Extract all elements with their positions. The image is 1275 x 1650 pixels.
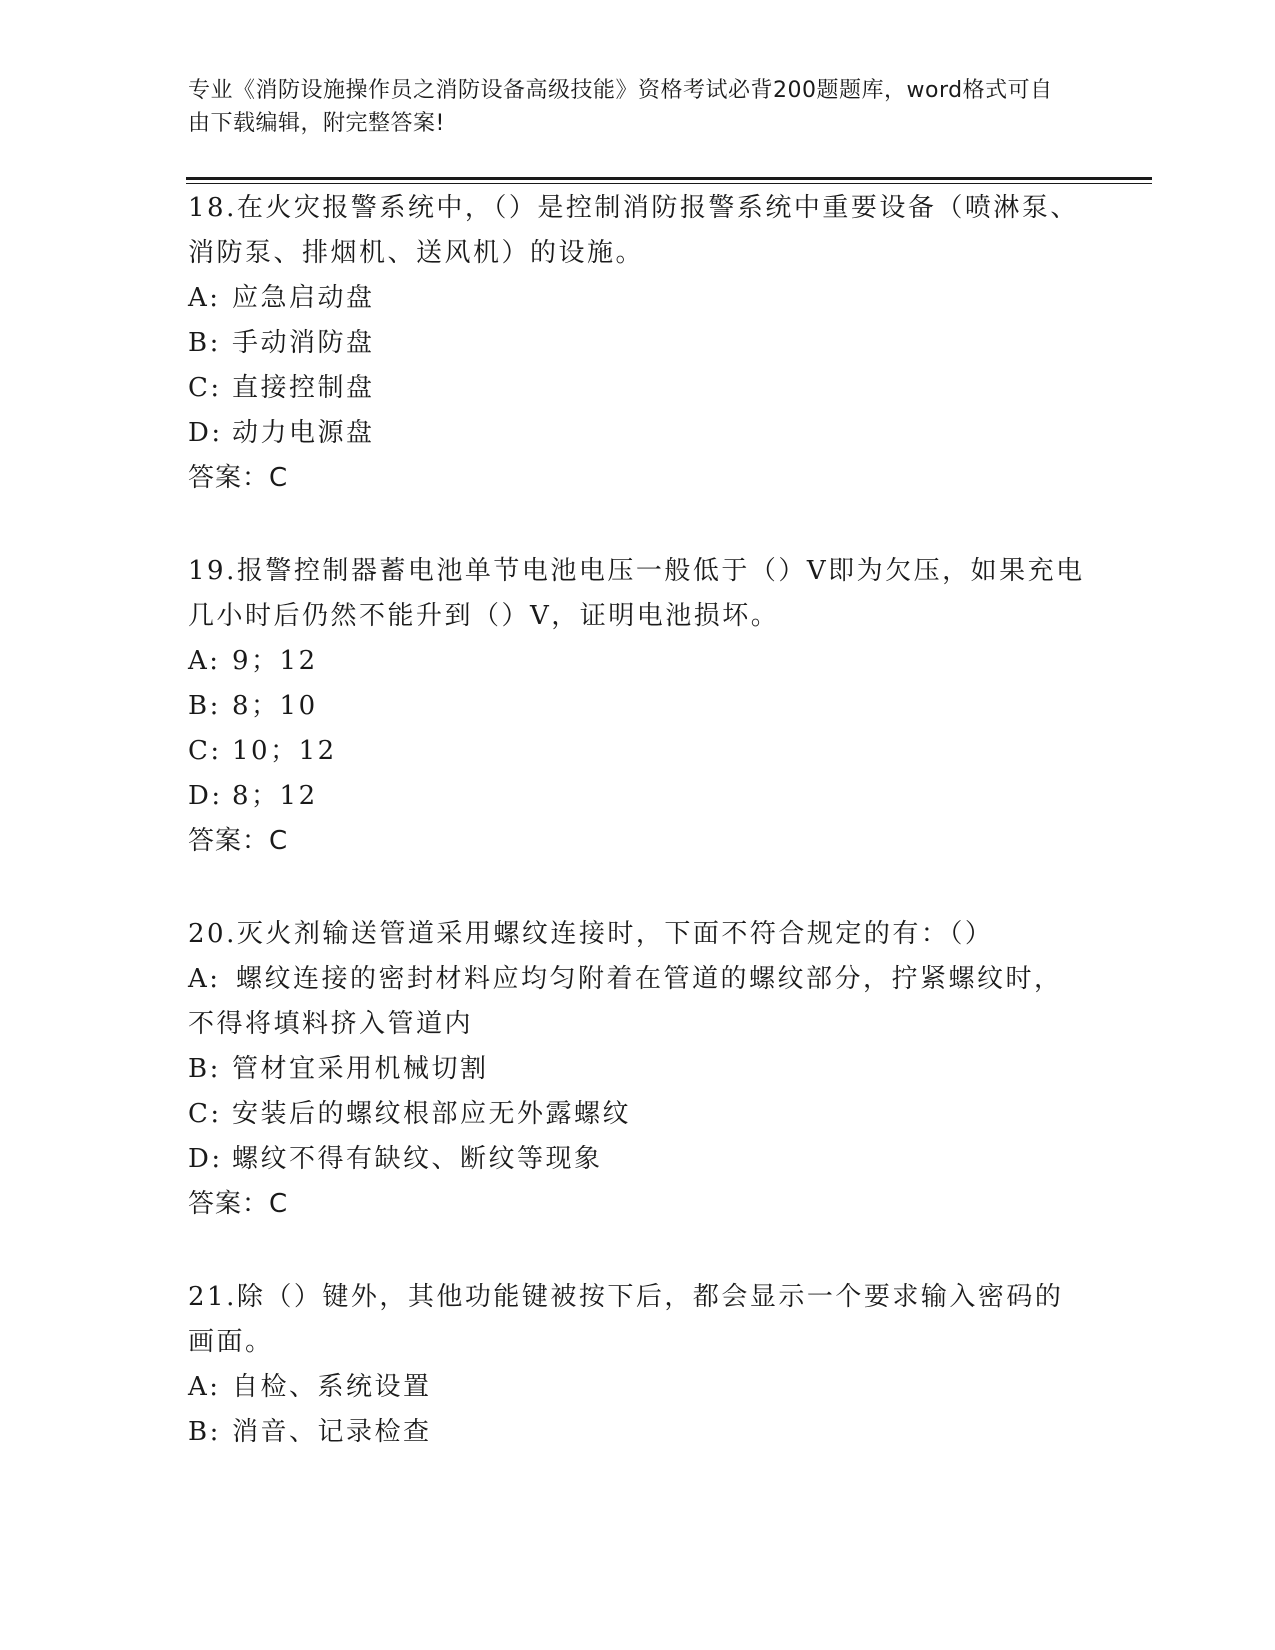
question-21 xyxy=(188,1275,1088,1455)
option-b xyxy=(188,684,1088,729)
option-text: 螺纹连接的密封材料应均匀附着在管道的螺纹部分，拧紧螺纹时，不得将填料挤入管道内 xyxy=(188,964,1063,1039)
option-letter: B: xyxy=(188,1417,221,1447)
option-letter: D: xyxy=(188,418,223,448)
question-20 xyxy=(188,912,1088,1227)
question-list xyxy=(188,186,1088,1503)
option-text: 动力电源盘 xyxy=(232,418,375,448)
question-stem: 18.在火灾报警系统中，（）是控制消防报警系统中重要设备（喷淋泵、消防泵、排烟机、送风机）的设施。 xyxy=(188,193,1079,268)
question-19 xyxy=(188,549,1088,864)
option-a xyxy=(188,1365,1088,1410)
option-letter: A: xyxy=(188,1372,221,1402)
option-b xyxy=(188,321,1088,366)
question-stem: 19.报警控制器蓄电池单节电池电压一般低于（）V即为欠压，如果充电几小时后仍然不能升到（）V，证明电池损坏。 xyxy=(188,556,1085,631)
document-header: 专业《消防设施操作员之消防设备高级技能》资格考试必背200题题库，word格式可自由下载编辑，附完整答案! xyxy=(188,78,1053,136)
option-letter: C: xyxy=(188,1099,222,1129)
option-text: 消音、记录检查 xyxy=(232,1417,432,1447)
option-c xyxy=(188,729,1088,774)
option-b xyxy=(188,1047,1088,1092)
option-text: 安装后的螺纹根部应无外露螺纹 xyxy=(232,1099,632,1129)
option-letter: A: xyxy=(188,964,221,994)
question-stem: 21.除（）键外，其他功能键被按下后，都会显示一个要求输入密码的画面。 xyxy=(188,1282,1064,1357)
option-d xyxy=(188,774,1088,819)
header-rule-thin xyxy=(186,183,1152,184)
option-c xyxy=(188,366,1088,411)
question-18 xyxy=(188,186,1088,501)
option-text: 10；12 xyxy=(232,736,337,766)
option-letter: A: xyxy=(188,646,221,676)
option-text: 螺纹不得有缺纹、断纹等现象 xyxy=(232,1144,603,1174)
option-text: 应急启动盘 xyxy=(232,283,375,313)
option-letter: C: xyxy=(188,736,222,766)
option-d xyxy=(188,411,1088,456)
option-text: 8；12 xyxy=(232,781,318,811)
option-letter: B: xyxy=(188,328,221,358)
option-letter: B: xyxy=(188,691,221,721)
answer-line: 答案：C xyxy=(188,463,289,493)
answer-line: 答案：C xyxy=(188,826,289,856)
option-a xyxy=(188,639,1088,684)
option-text: 直接控制盘 xyxy=(232,373,375,403)
option-a xyxy=(188,957,1088,1047)
option-text: 自检、系统设置 xyxy=(232,1372,432,1402)
option-letter: D: xyxy=(188,781,223,811)
option-letter: B: xyxy=(188,1054,221,1084)
option-b xyxy=(188,1410,1088,1455)
option-letter: A: xyxy=(188,283,221,313)
question-stem: 20.灭火剂输送管道采用螺纹连接时，下面不符合规定的有：（） xyxy=(188,919,994,949)
answer-line: 答案：C xyxy=(188,1189,289,1219)
option-d xyxy=(188,1137,1088,1182)
option-letter: C: xyxy=(188,373,222,403)
option-letter: D: xyxy=(188,1144,223,1174)
option-c xyxy=(188,1092,1088,1137)
option-text: 9；12 xyxy=(232,646,318,676)
option-text: 管材宜采用机械切割 xyxy=(232,1054,489,1084)
option-text: 8；10 xyxy=(232,691,318,721)
header-rule-thick xyxy=(186,177,1152,180)
option-text: 手动消防盘 xyxy=(232,328,375,358)
option-a xyxy=(188,276,1088,321)
